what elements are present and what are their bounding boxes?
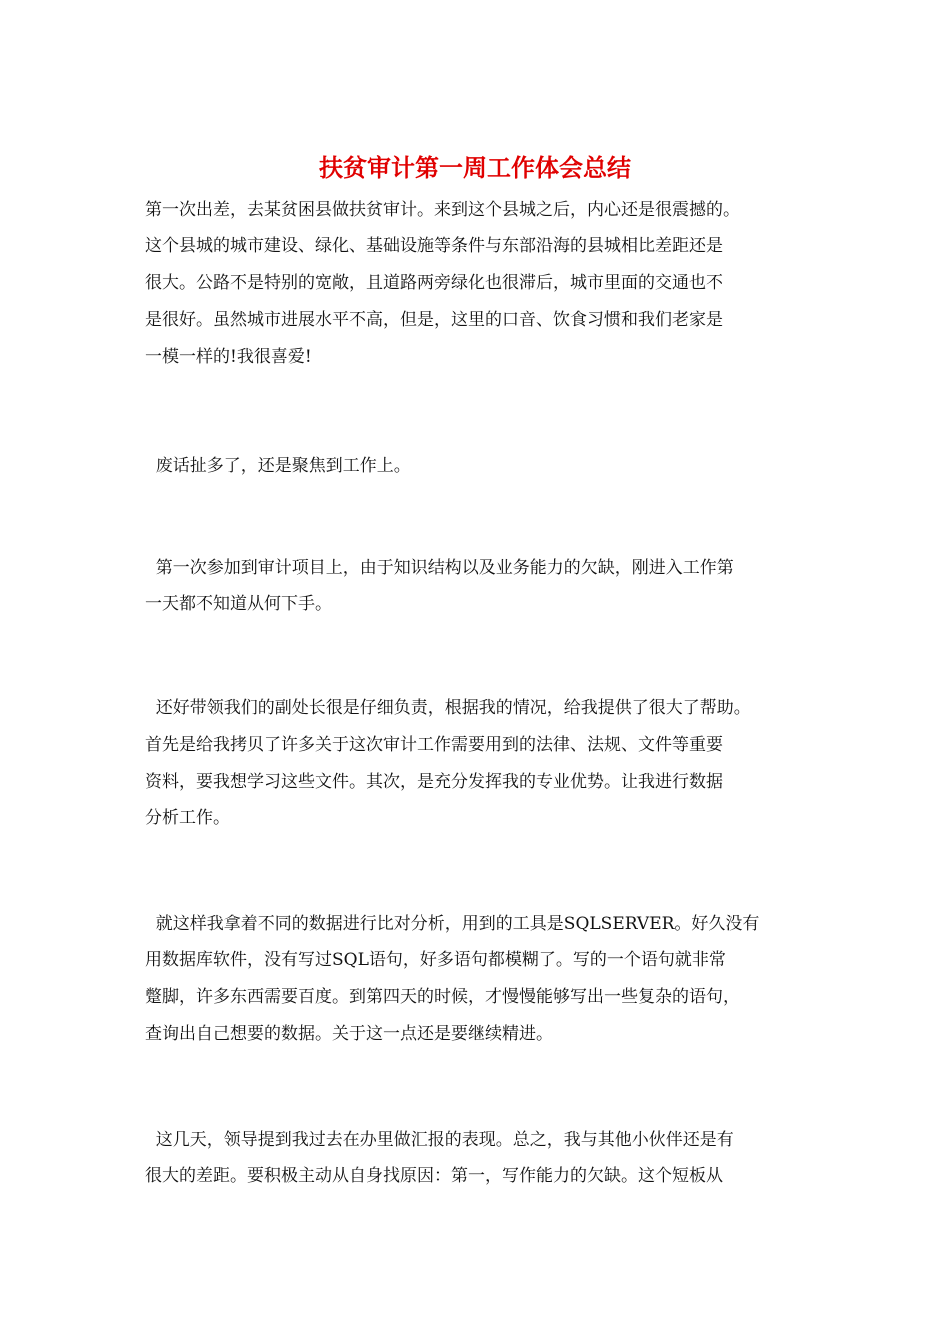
paragraph-line: 蹩脚，许多东西需要百度。到第四天的时候，才慢慢能够写出一些复杂的语句， xyxy=(145,987,740,1007)
paragraph-line: 用数据库软件，没有写过SQL语句，好多语句都模糊了。写的一个语句就非常 xyxy=(145,950,726,970)
paragraph-line: 第一次参加到审计项目上，由于知识结构以及业务能力的欠缺，刚进入工作第 xyxy=(145,558,734,578)
paragraph-line: 资料，要我想学习这些文件。其次，是充分发挥我的专业优势。让我进行数据 xyxy=(145,772,723,792)
paragraph-line: 很大。公路不是特别的宽敞，且道路两旁绿化也很滞后，城市里面的交通也不 xyxy=(145,273,723,293)
paragraph-line: 还好带领我们的副处长很是仔细负责，根据我的情况，给我提供了很大了帮助。 xyxy=(145,698,751,718)
paragraph-line: 首先是给我拷贝了许多关于这次审计工作需要用到的法律、法规、文件等重要 xyxy=(145,735,723,755)
document-title: 扶贫审计第一周工作体会总结 xyxy=(319,153,631,182)
paragraph-line: 这个县城的城市建设、绿化、基础设施等条件与东部沿海的县城相比差距还是 xyxy=(145,236,723,256)
paragraph-line: 很大的差距。要积极主动从自身找原因：第一，写作能力的欠缺。这个短板从 xyxy=(145,1166,723,1186)
paragraph-line: 一天都不知道从何下手。 xyxy=(145,594,332,614)
paragraph-line: 分析工作。 xyxy=(145,808,230,828)
paragraph-line: 是很好。虽然城市进展水平不高，但是，这里的口音、饮食习惯和我们老家是 xyxy=(145,310,723,330)
paragraph-line: 查询出自己想要的数据。关于这一点还是要继续精进。 xyxy=(145,1024,553,1044)
paragraph-line: 第一次出差，去某贫困县做扶贫审计。来到这个县城之后，内心还是很震撼的。 xyxy=(145,200,740,220)
paragraph-line: 就这样我拿着不同的数据进行比对分析，用到的工具是SQLSERVER。好久没有 xyxy=(145,914,760,934)
paragraph-line: 废话扯多了，还是聚焦到工作上。 xyxy=(145,456,411,476)
paragraph-line: 一模一样的!我很喜爱! xyxy=(145,347,312,367)
paragraph-line: 这几天，领导提到我过去在办里做汇报的表现。总之，我与其他小伙伴还是有 xyxy=(145,1130,734,1150)
